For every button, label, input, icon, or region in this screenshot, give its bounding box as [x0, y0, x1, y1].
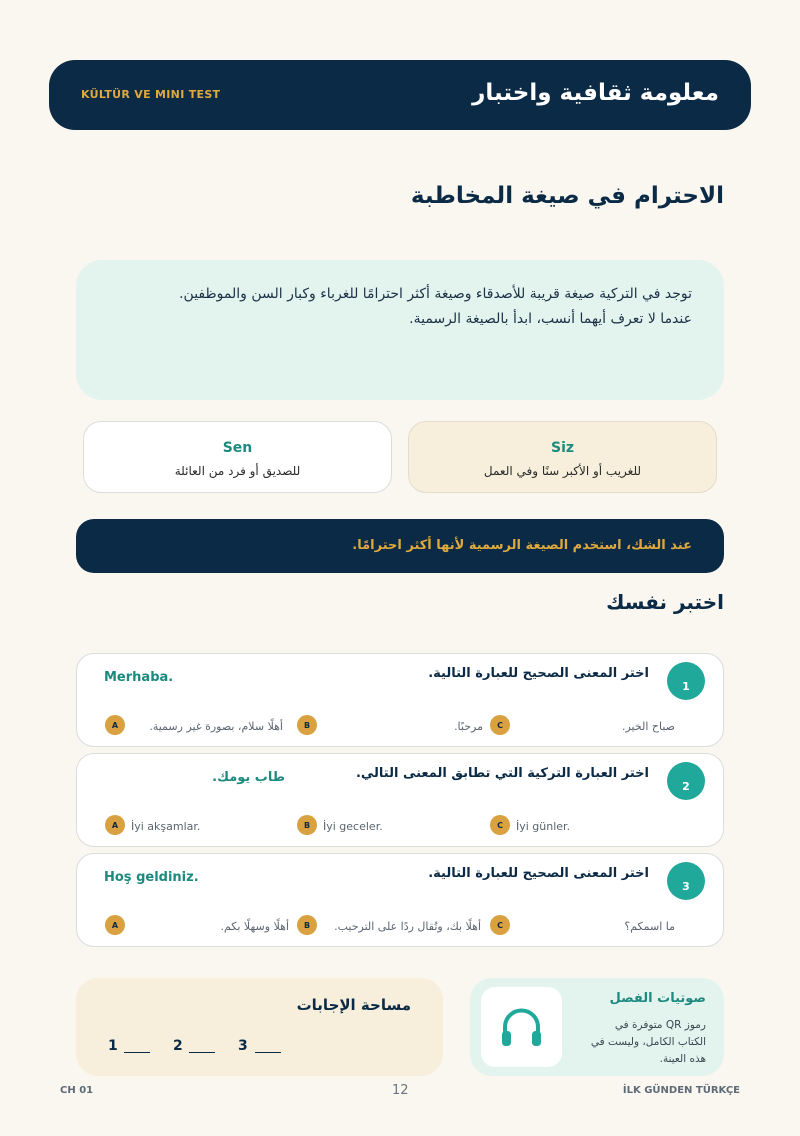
header-title: معلومة ثقافية واختبار [472, 80, 719, 106]
tip-text: عند الشك، استخدم الصيغة الرسمية لأنها أكثر احترامًا. [352, 538, 692, 553]
tip-banner [76, 519, 724, 573]
intro-text [102, 282, 692, 332]
option-c-badge[interactable]: C [490, 815, 510, 835]
audio-desc: رموز QR متوفرة في الكتاب الكامل، وليست في هذه العينة. [590, 1019, 706, 1065]
question-prompt: اختر المعنى الصحيح للعبارة التالية. [428, 866, 649, 881]
footer-chapter: CH 01 [60, 1085, 94, 1096]
form-card-desc: للصديق أو فرد من العائلة [174, 464, 301, 478]
answer-blank-3[interactable] [255, 1052, 281, 1053]
option-c-text[interactable]: İyi günler. [516, 820, 571, 833]
page-header [49, 60, 751, 130]
audio-icon-box [481, 987, 562, 1067]
intro-line-2: عندما لا تعرف أيهما أنسب، ابدأ بالصيغة الرسمية. [409, 311, 692, 327]
option-a-text[interactable]: أهلًا وسهلًا بكم. [220, 920, 289, 933]
quiz-title: اختبر نفسك [606, 590, 724, 614]
answer-blank-2[interactable] [189, 1052, 215, 1053]
question-target: Merhaba. [104, 670, 174, 685]
form-card-siz [408, 421, 717, 493]
option-a-text[interactable]: İyi akşamlar. [131, 820, 201, 833]
header-tag: KÜLTÜR VE MINI TEST [81, 88, 221, 101]
headphones-icon [481, 987, 562, 1067]
form-card-sen [83, 421, 392, 493]
footer-page-number: 12 [392, 1083, 409, 1098]
question-card-3 [76, 853, 724, 947]
option-c-badge[interactable]: C [490, 915, 510, 935]
option-b-badge[interactable]: B [297, 915, 317, 935]
question-number: 3 [667, 862, 705, 900]
option-b-text[interactable]: أهلًا بك، وتُقال ردًا على الترحيب. [334, 920, 481, 933]
form-card-desc: للغريب أو الأكبر سنًا وفي العمل [483, 464, 642, 478]
answer-area-title: مساحة الإجابات [296, 996, 411, 1014]
answer-label-2: 2 [173, 1038, 183, 1054]
option-b-badge[interactable]: B [297, 815, 317, 835]
intro-box [76, 260, 724, 400]
question-target: طاب يومك. [212, 770, 285, 785]
option-b-text[interactable]: İyi geceler. [323, 820, 383, 833]
option-a-badge[interactable]: A [105, 915, 125, 935]
question-card-2 [76, 753, 724, 847]
option-c-badge[interactable]: C [490, 715, 510, 735]
answer-blank-1[interactable] [124, 1052, 150, 1053]
option-a-text[interactable]: أهلًا سلام، بصورة غير رسمية. [149, 720, 283, 733]
question-prompt: اختر المعنى الصحيح للعبارة التالية. [428, 666, 649, 681]
section-title: الاحترام في صيغة المخاطبة [410, 183, 724, 209]
audio-title: صوتيات الفصل [609, 991, 706, 1006]
answer-area [76, 978, 443, 1076]
chapter-audio-box [470, 978, 724, 1076]
option-b-badge[interactable]: B [297, 715, 317, 735]
footer-book-title: İLK GÜNDEN TÜRKÇE [622, 1085, 740, 1096]
option-a-badge[interactable]: A [105, 715, 125, 735]
option-c-text[interactable]: صباح الخير. [621, 720, 675, 733]
question-target: Hoş geldiniz. [104, 870, 199, 885]
form-card-title: Sen [222, 440, 253, 456]
answer-label-3: 3 [238, 1038, 248, 1054]
form-card-title: Siz [550, 440, 575, 456]
answer-label-1: 1 [108, 1038, 118, 1054]
question-number: 2 [667, 762, 705, 800]
question-prompt: اختر العبارة التركية التي تطابق المعنى التالي. [355, 766, 649, 781]
option-a-badge[interactable]: A [105, 815, 125, 835]
intro-line-1: توجد في التركية صيغة قريبة للأصدقاء وصيغة أكثر احترامًا للغرباء وكبار السن والموظفين. [179, 286, 692, 302]
question-card-1 [76, 653, 724, 747]
option-c-text[interactable]: ما اسمكم؟ [624, 920, 675, 933]
option-b-text[interactable]: مرحبًا. [454, 720, 483, 733]
question-number: 1 [667, 662, 705, 700]
